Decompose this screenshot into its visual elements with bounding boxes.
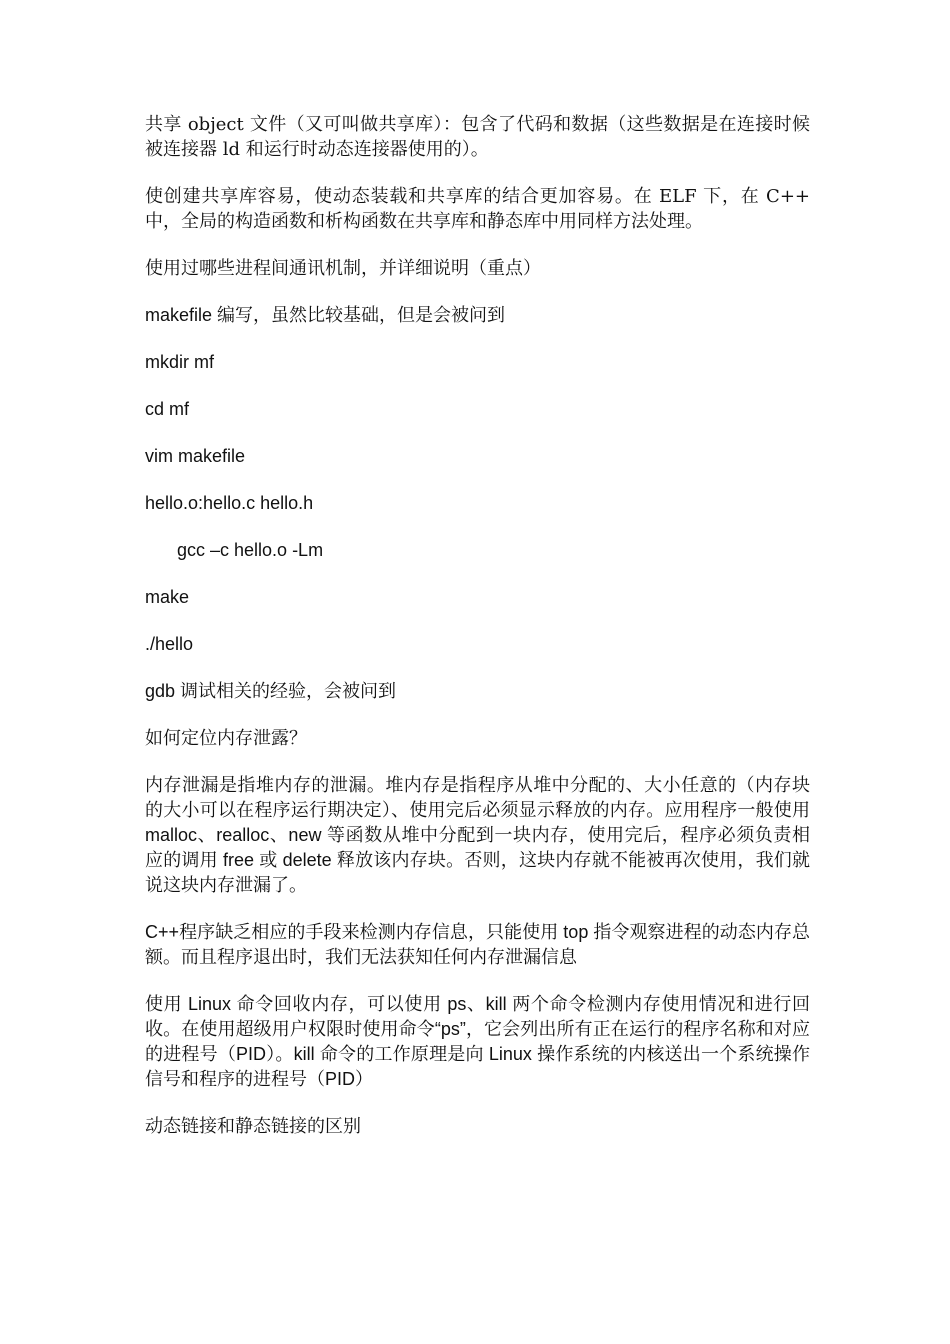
command-vim: vim makefile <box>145 446 246 466</box>
command-make: make <box>145 587 190 607</box>
paragraph-makefile-heading: makefile 编写，虽然比较基础，但是会被问到 <box>145 305 506 325</box>
paragraph-linking-question: 动态链接和静态链接的区别 <box>145 1116 361 1137</box>
paragraph-memory-leak-question: 如何定位内存泄露？ <box>145 728 307 749</box>
paragraph-gdb-heading: gdb 调试相关的经验，会被问到 <box>145 681 397 701</box>
makefile-target-line: hello.o:hello.c hello.h <box>145 493 314 513</box>
command-run-hello: ./hello <box>145 634 194 654</box>
paragraph-memory-leak-definition: 内存泄漏是指堆内存的泄漏。堆内存是指程序从堆中分配的、大小任意的（内存块的大小可以在程序运行期决定）、使用完后必须显示释放的内存。应用程序一般使用 malloc、realloc、new 等函数从堆中分配到一块内存，使用完后，程序必须负责相应的调用 free 或 delete 释放该内存块。否则，这块内存就不能被再次使用，我们就说这块内存泄漏了。 <box>145 775 810 895</box>
makefile-recipe-line: gcc –c hello.o -Lm <box>177 540 324 560</box>
paragraph-linux-memory-reclaim: 使用 Linux 命令回收内存，可以使用 ps、kill 两个命令检测内存使用情况和进行回收。在使用超级用户权限时使用命令“ps”，它会列出所有正在运行的程序名称和对应的进程号（PID）。kill 命令的工作原理是向 Linux 操作系统的内核送出一个系统操作信号和程序的进程号（PID） <box>145 994 810 1089</box>
command-mkdir: mkdir mf <box>145 352 214 372</box>
paragraph-shared-object: 共享 object 文件（又可叫做共享库）：包含了代码和数据（这些数据是在连接时候被连接器 ld 和运行时动态连接器使用的）。 <box>145 114 810 160</box>
paragraph-shared-library-ease: 使创建共享库容易，使动态装载和共享库的结合更加容易。在 ELF 下，在 C++ 中，全局的构造函数和析构函数在共享库和静态库中用同样方法处理。 <box>145 186 810 232</box>
paragraph-ipc-question: 使用过哪些进程间通讯机制，并详细说明（重点） <box>145 258 541 279</box>
command-cd: cd mf <box>145 399 190 419</box>
document-page <box>145 112 810 1161</box>
paragraph-cpp-memory-detection: C++程序缺乏相应的手段来检测内存信息，只能使用 top 指令观察进程的动态内存总额。而且程序退出时，我们无法获知任何内存泄漏信息 <box>145 922 810 967</box>
